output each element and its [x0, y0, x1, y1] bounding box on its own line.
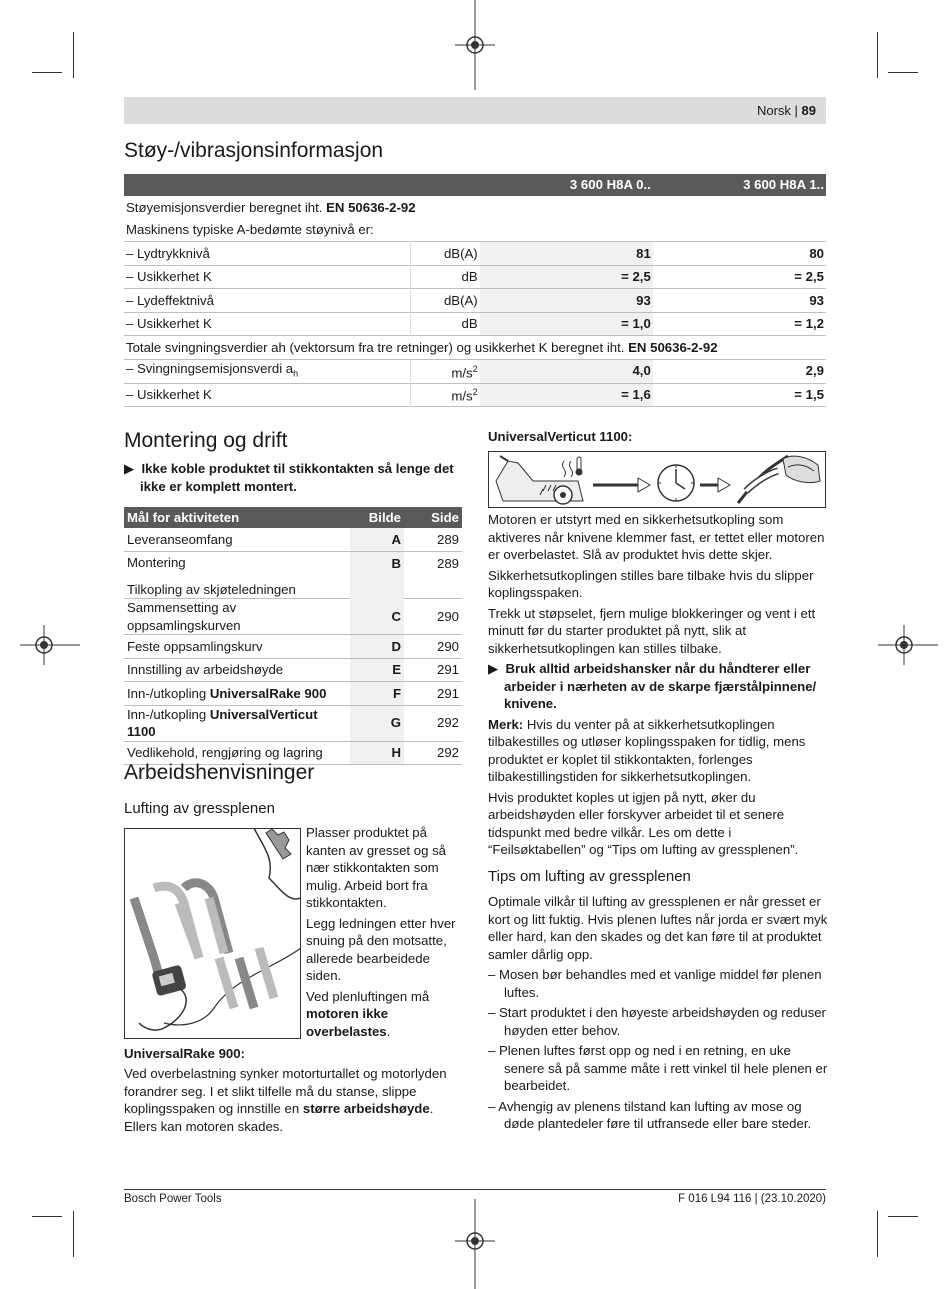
- verticut-note: [488, 716, 828, 786]
- page-header: Norsk | 89: [756, 103, 816, 118]
- figure-cell: G: [350, 705, 404, 741]
- table-header-blank: [124, 174, 410, 196]
- table-row: [124, 383, 826, 407]
- figure-cell: A: [350, 528, 404, 551]
- tips-intro: Optimale vilkår til lufting av gressplenen er når gresset er kort og litt fuktig. Hvis plenen luftes når jorda er svært myk eller hard, kan den skades og det kan føre til at produktet samler dårlig opp.: [488, 894, 828, 962]
- instruction-text: Ved plenluftingen må: [306, 988, 430, 1004]
- row-unit: dB(A): [410, 289, 479, 313]
- registration-mark-top: [455, 0, 495, 90]
- row-label: – Lydeffektnivå: [126, 292, 214, 308]
- row-value-2: = 2,5: [653, 265, 826, 289]
- row-value-2: = 1,5: [653, 383, 826, 407]
- row-value-2: 93: [653, 289, 826, 313]
- mounting-warning-text: Ikke koble produktet til stikkontakten så lenge det ikke er komplett montert.: [140, 461, 454, 494]
- instruction-text: .: [386, 1023, 391, 1039]
- triangle-bullet-icon: ▶: [488, 661, 499, 676]
- tips-title: Tips om lufting av gressplenen: [488, 868, 691, 885]
- activity-cell: Leveranseomfang: [124, 528, 350, 551]
- registration-mark-bottom: [455, 1199, 495, 1289]
- footer-divider: [124, 1189, 826, 1190]
- work-title: Arbeidshenvisninger: [124, 761, 315, 784]
- tips-list-item: – Plenen luftes først opp og ned i en retning, en uke senere så på samme måte i rett vinkel til hele plenen er bearbeidet.: [488, 1043, 828, 1093]
- page-cell: 291: [404, 682, 462, 706]
- activity-cell: Feste oppsamlingskurv: [124, 635, 350, 659]
- row-value-2: = 1,2: [653, 312, 826, 336]
- vibration-row-text: Totale svingningsverdier ah (vektorsum fra tre retninger) og usikkerhet K beregnet iht.: [126, 339, 625, 355]
- page-cell: 291: [404, 658, 462, 682]
- vibration-standard: EN 50636-2-92: [628, 339, 718, 355]
- footer-brand: Bosch Power Tools: [124, 1193, 222, 1205]
- table-row: [124, 705, 462, 741]
- row-label: [124, 359, 410, 383]
- activity-cell: [124, 705, 350, 741]
- page-number: 89: [801, 103, 816, 118]
- row-label: – Usikkerhet K: [126, 269, 212, 284]
- verticut-paragraph: Motoren er utstyrt med en sikkerhetsutkopling som aktiveres når knivene klemmer fast, er tettet eller motoren er overbelastet. Slå av produktet hvis dette skjer.: [488, 512, 825, 562]
- rake-emphasis: større arbeidshøyde: [302, 1101, 430, 1116]
- table-row: [124, 359, 826, 383]
- vibration-standard-row: [124, 336, 826, 360]
- table-row: [124, 312, 826, 336]
- figure-cell: H: [350, 741, 404, 765]
- activity-text: Inn-/utkopling: [127, 685, 210, 701]
- verticut-warning: [488, 660, 824, 713]
- column-header-model-1: 3 600 H8A 1..: [653, 174, 826, 196]
- row-unit: dB: [410, 265, 479, 289]
- activity-cell: [124, 682, 350, 706]
- emission-standard: EN 50636-2-92: [326, 199, 416, 215]
- row-label: – Usikkerhet K: [126, 316, 212, 331]
- verticut-warning-text: Bruk alltid arbeidshansker når du håndterer eller arbeider i nærheten av de skarpe fjærstålpinnene/ knivene.: [504, 661, 817, 711]
- instruction-paragraph: Plasser produktet på kanten av gresset og så nær stikkontakten som mulig. Arbeid bort fra stikkontakten.: [306, 825, 447, 910]
- mounting-warning: [124, 460, 454, 495]
- row-value-1: = 1,0: [480, 312, 653, 336]
- column-header-activity: Mål for aktiviteten: [124, 507, 350, 528]
- noise-vibration-table: [124, 174, 826, 407]
- tips-content: [488, 893, 828, 1136]
- registration-mark-left: [20, 625, 80, 665]
- note-label: Merk:: [488, 716, 524, 732]
- crop-mark: [888, 72, 918, 73]
- row-value-2: 80: [653, 242, 826, 266]
- aeration-instructions: [306, 824, 466, 1043]
- unit-text: m/s: [451, 365, 473, 381]
- typical-level-row: Maskinens typiske A-bedømte støynivå er:: [126, 222, 374, 237]
- instruction-paragraph: [306, 988, 466, 1041]
- mounting-title: Montering og drift: [124, 429, 288, 452]
- unit-superscript: 2: [472, 387, 478, 398]
- activity-cell: Montering: [127, 555, 186, 570]
- verticut-paragraph: Sikkerhetsutkoplingen stilles bare tilbake hvis du slipper koplingsspaken.: [488, 567, 814, 600]
- row-label: – Usikkerhet K: [126, 387, 212, 403]
- row-unit: [410, 383, 479, 407]
- table-row: [124, 658, 462, 682]
- rake-text: . Ellers kan motoren skades.: [124, 1101, 434, 1134]
- safety-cutout-illustration: [488, 451, 826, 508]
- crop-mark: [888, 1216, 918, 1217]
- work-subtitle: Lufting av gressplenen: [124, 800, 275, 817]
- tips-list-item: – Mosen bør behandles med et vanlige middel før plenen luftes.: [488, 967, 822, 1000]
- lawn-aeration-pattern-illustration: [124, 828, 301, 1039]
- emission-row-text: Støyemisjonsverdier beregnet iht.: [126, 199, 323, 215]
- activity-text: Inn-/utkopling: [127, 706, 210, 722]
- unit-superscript: 2: [472, 363, 478, 374]
- row-unit: [410, 359, 479, 383]
- figure-cell: B: [350, 551, 404, 599]
- row-label: – Lydtrykknivå: [126, 245, 210, 261]
- emission-standard-row: [124, 196, 826, 219]
- rake-title: UniversalRake 900:: [124, 1046, 245, 1061]
- tips-list-item: – Avhengig av plenens tilstand kan lufting av mose og døde plantedeler føre til utfransede eller bare steder.: [488, 1098, 812, 1131]
- activity-product: UniversalRake 900: [209, 685, 327, 701]
- crop-mark: [73, 32, 74, 78]
- table-row: [124, 242, 826, 266]
- tips-list-item: – Start produktet i den høyeste arbeidshøyden og reduser høyden etter behov.: [488, 1005, 826, 1038]
- activity-cell: Vedlikehold, rengjøring og lagring: [124, 741, 350, 765]
- page-cell: 292: [404, 741, 462, 765]
- table-row: [124, 551, 462, 574]
- page-header-bar: [124, 97, 826, 124]
- row-value-1: 81: [480, 242, 653, 266]
- table-row: [124, 289, 826, 313]
- verticut-content: [488, 511, 828, 862]
- row-unit: dB: [410, 312, 479, 336]
- instruction-emphasis: motoren ikke overbelastes: [306, 1006, 389, 1039]
- page-cell: 290: [404, 635, 462, 659]
- rake-paragraph: [124, 1065, 462, 1135]
- crop-mark: [32, 1216, 62, 1217]
- unit-text: m/s: [451, 388, 473, 404]
- verticut-title: UniversalVerticut 1100:: [488, 429, 633, 444]
- header-language: Norsk: [756, 103, 791, 118]
- table-row: [124, 682, 462, 706]
- row-value-2: 2,9: [653, 359, 826, 383]
- instruction-paragraph: Legg ledningen etter hver snuing på den motsatte, allerede bearbeidede siden.: [306, 915, 456, 983]
- table-row: [124, 265, 826, 289]
- note-text: Hvis du venter på at sikkerhetsutkoplingen tilbakestilles og utløser koplingsspaken for tidlig, mens produktet er koplet til stikkontakten, forlenges tilbakestillingstiden for sikkerhetsutkoplingen.: [488, 716, 806, 784]
- column-header-page: Side: [404, 507, 462, 528]
- footer-document-id: F 016 L94 116 | (23.10.2020): [678, 1193, 826, 1205]
- column-header-model-0: 3 600 H8A 0..: [480, 174, 653, 196]
- registration-mark-right: [878, 625, 938, 665]
- figure-cell: E: [350, 658, 404, 682]
- page-cell: 292: [404, 705, 462, 741]
- page-cell: 289: [404, 551, 462, 599]
- row-value-1: 93: [480, 289, 653, 313]
- table-row: [124, 528, 462, 551]
- figure-cell: F: [350, 682, 404, 706]
- activity-cell: Sammensetting av oppsamlingskurven: [124, 599, 350, 635]
- verticut-paragraph: Hvis produktet koples ut igjen på nytt, øker du arbeidshøyden eller forskyver arbeidet til et senere tidspunkt med bedre vilkår. Les om dette i “Feilsøktabellen” og “Tips om lufting av gressplenen”.: [488, 789, 799, 857]
- row-value-1: = 2,5: [480, 265, 653, 289]
- row-label-text: – Svingningsemisjonsverdi a: [126, 360, 294, 376]
- activity-cell: Innstilling av arbeidshøyde: [124, 658, 350, 682]
- figure-cell: C: [350, 599, 404, 635]
- crop-mark: [877, 1211, 878, 1257]
- table-header-blank: [410, 174, 479, 196]
- page-cell: 289: [404, 528, 462, 551]
- page-cell: 290: [404, 599, 462, 635]
- rake-text: Ved overbelastning synker motorturtallet og motorlyden forandrer seg. I et slikt tilfelle må du stanse, slippe koplingsspaken og innstille en: [124, 1066, 447, 1116]
- activity-cell: Tilkopling av skjøteledningen: [124, 574, 350, 599]
- table-row: [124, 635, 462, 659]
- column-header-figure: Bilde: [350, 507, 404, 528]
- verticut-paragraph: Trekk ut støpselet, fjern mulige blokkeringer og vent i ett minutt før du starter produktet på nytt, slik at sikkerhetsutkoplingen kan stilles tilbake.: [488, 605, 816, 656]
- crop-mark: [877, 32, 878, 78]
- figure-cell: D: [350, 635, 404, 659]
- activity-product: UniversalVerticut 1100: [127, 706, 318, 739]
- noise-section-title: Støy-/vibrasjonsinformasjon: [124, 139, 384, 162]
- row-value-1: 4,0: [480, 359, 653, 383]
- row-label-subscript: h: [293, 368, 299, 379]
- row-value-1: = 1,6: [480, 383, 653, 407]
- crop-mark: [73, 1211, 74, 1257]
- row-unit: dB(A): [410, 242, 479, 266]
- table-row: [124, 599, 462, 635]
- triangle-bullet-icon: ▶: [124, 461, 135, 476]
- crop-mark: [32, 72, 62, 73]
- activity-table: [124, 507, 462, 765]
